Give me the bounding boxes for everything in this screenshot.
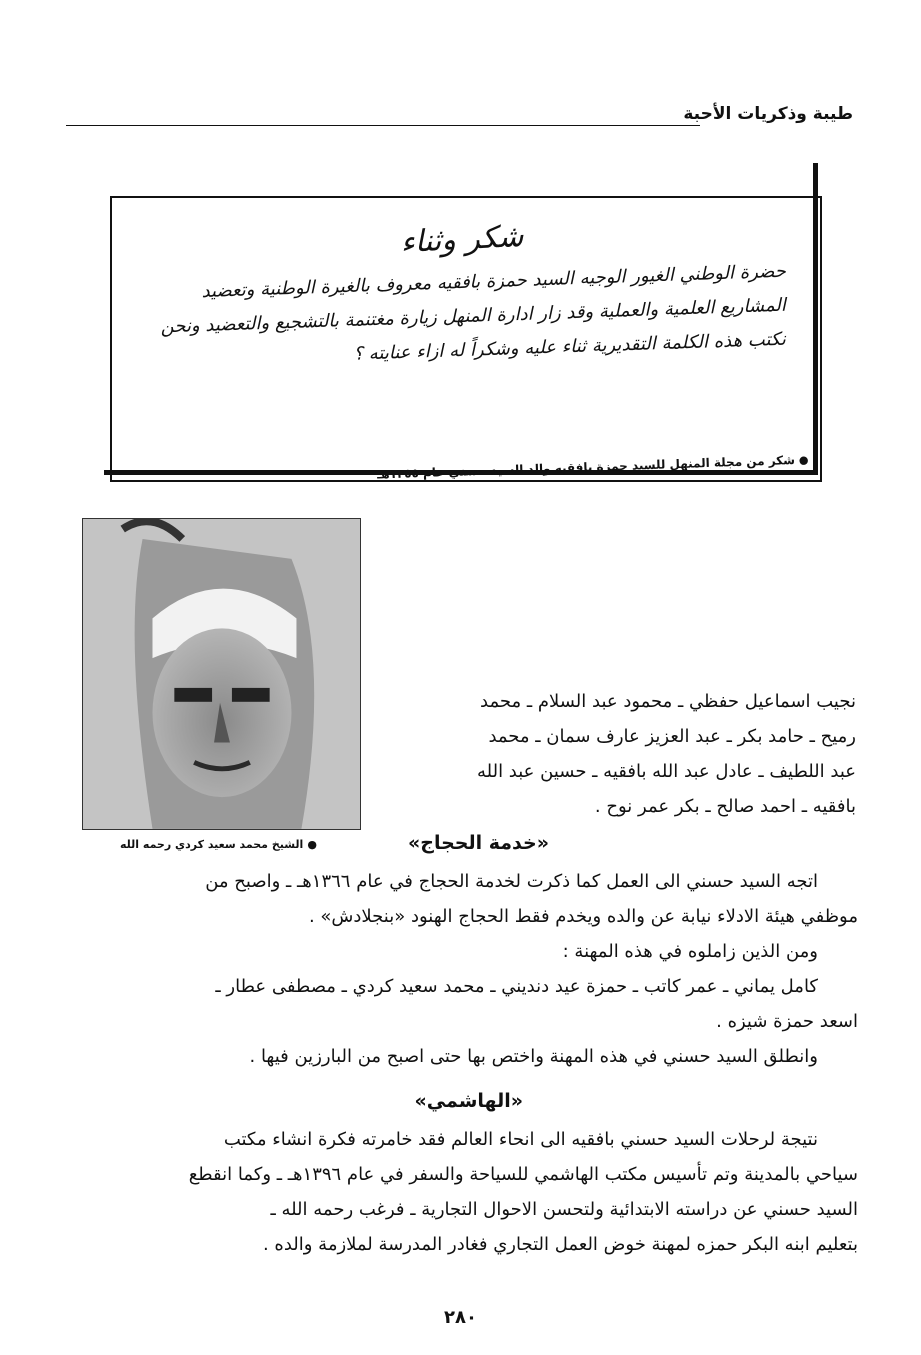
paragraph-line: وانطلق السيد حسني في هذه المهنة واختص بها حتى اصبح من البارزين فيها . [249, 1046, 818, 1067]
section-heading-hajj-service: «خدمة الحجاج» [408, 832, 549, 854]
names-line: بافقيه ـ احمد صالح ـ بكر عمر نوح . [594, 796, 856, 817]
page-number: ٢٨٠ [444, 1307, 477, 1328]
paragraph-line: ومن الذين زاملوه في هذه المهنة : [562, 941, 818, 962]
header-rule [66, 125, 700, 126]
paragraph-line: السيد حسني عن دراسته الابتدائية ولتحسن الاحوال التجارية ـ فرغب رحمه الله ـ [270, 1199, 858, 1220]
section-body-hashemi [98, 1122, 858, 1262]
names-line: عبد اللطيف ـ عادل عبد الله بافقيه ـ حسين عبد الله [476, 761, 856, 782]
photo-caption [120, 838, 317, 851]
bullet-icon: ● [307, 838, 317, 851]
names-list [384, 684, 856, 824]
paragraph-line: نتيجة لرحلات السيد حسني بافقيه الى انحاء العالم فقد خامرته فكرة انشاء مكتب [223, 1129, 818, 1150]
paragraph-line: اسعد حمزة شيزه . [716, 1011, 858, 1032]
photo-caption-text: الشيخ محمد سعيد كردي رحمه الله [120, 838, 304, 851]
section-heading-hashemi: «الهاشمي» [414, 1090, 523, 1112]
paragraph-line: موظفي هيئة الادلاء نيابة عن والده ويخدم فقط الحجاج الهنود «بنجلادش» . [308, 906, 858, 927]
names-line: نجيب اسماعيل حفظي ـ محمود عبد السلام ـ محمد [480, 691, 856, 712]
paragraph-line: سياحي بالمدينة وتم تأسيس مكتب الهاشمي للسياحة والسفر في عام ١٣٩٦هـ ـ وكما انقطع [188, 1164, 858, 1185]
note-title: شكر وثناء [399, 218, 525, 261]
bullet-icon: ● [799, 453, 810, 467]
paragraph-line: بتعليم ابنه البكر حمزه لمهنة خوض العمل التجاري فغادر المدرسة لملازمة والده . [262, 1234, 858, 1255]
names-line: رميح ـ حامد بكر ـ عبد العزيز عارف سمان ـ محمد [488, 726, 856, 747]
note-line: نكتب هذه الكلمة التقديرية ثناء عليه وشكراً له ازاء عنايته ؟ [353, 328, 787, 365]
note-caption-text: شكر من مجلة المنهل للسيد حمزة بافقيه والد السيد حسني عام ١٣٥٥هـ [377, 452, 796, 482]
paragraph-line: اتجه السيد حسني الى العمل كما ذكرت لخدمة الحجاج في عام ١٣٦٦هـ ـ واصبح من [205, 871, 818, 892]
handwritten-note [110, 196, 822, 482]
running-header-title: طيبة وذكريات الأحبة [683, 104, 853, 124]
portrait-photo [82, 518, 361, 830]
section-body-hajj-service [98, 864, 858, 1074]
portrait-image [83, 519, 360, 829]
note-line: المشاريع العلمية والعملية وقد زار ادارة المنهل زيارة مغتنمة بالتشجيع والتعضيد ونحن [160, 294, 787, 338]
paragraph-line: كامل يماني ـ عمر كاتب ـ حمزة عيد دنديني ـ محمد سعيد كردي ـ مصطفى عطار ـ [215, 976, 818, 997]
note-line: حضرة الوطني الغيور الوجيه السيد حمزة بافقيه معروف بالغيرة الوطنية وتعضيد [201, 260, 787, 303]
